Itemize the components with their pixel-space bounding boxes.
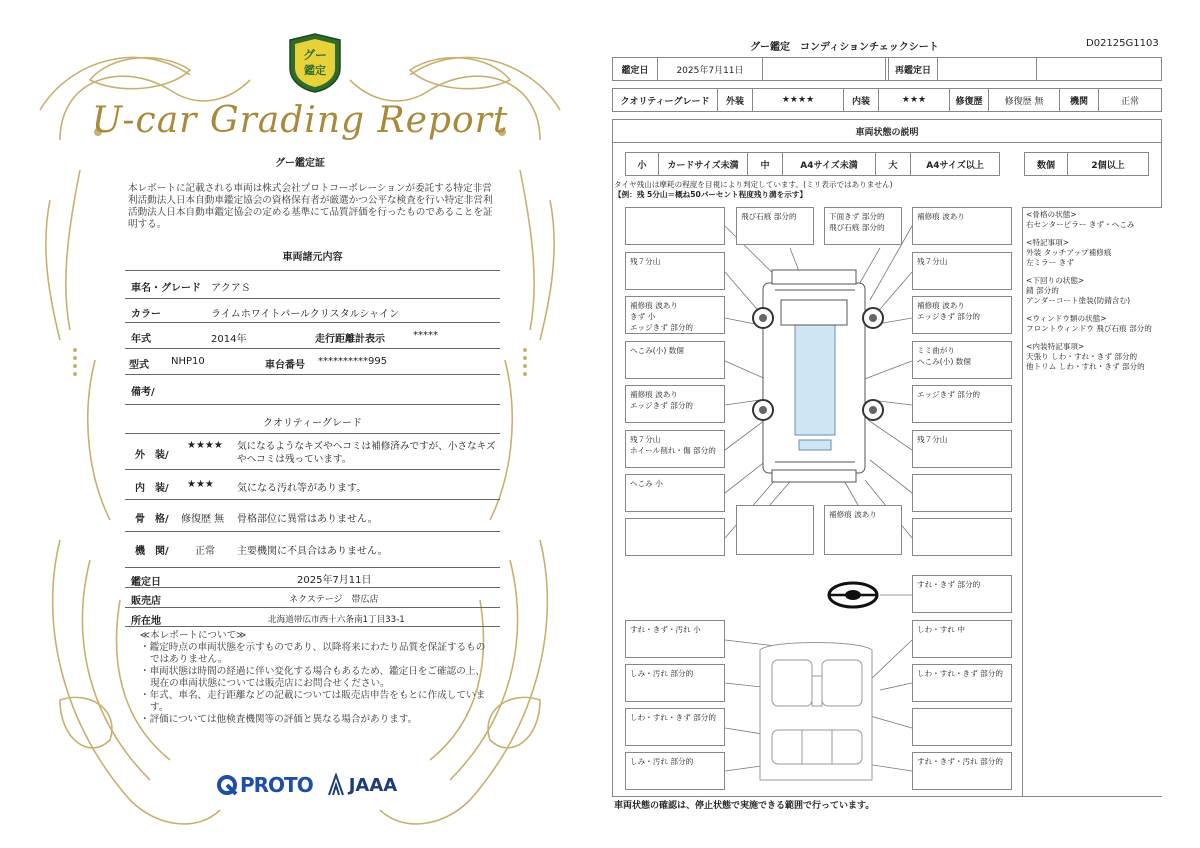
special-note: <特記事項> 外装 タッチアップ補修痕 左ミラー きず — [1026, 238, 1112, 267]
car-interior-icon — [760, 643, 872, 781]
notes-title: ≪本レポートについて≫ — [140, 630, 247, 641]
condition-check-sheet — [600, 0, 1200, 848]
size-medium-desc: A4サイズ未満 — [782, 152, 876, 176]
appraisal-date-label: 鑑定日 — [131, 577, 161, 588]
annotation-box: しみ・汚れ 部分的 — [625, 664, 725, 702]
appraisal-row-date — [125, 567, 500, 587]
spec-row-model — [125, 348, 500, 374]
appraisal-date-value: 2025年7月11日 — [297, 575, 372, 586]
size-large-desc: A4サイズ以上 — [910, 152, 1000, 176]
badge-line1: グー — [302, 48, 328, 62]
steering-wheel-icon — [829, 583, 877, 607]
quality-grade-label: クオリティーグレード — [612, 88, 718, 112]
quality-row-frame — [125, 499, 500, 531]
annotation-box: 飛び石痕 部分的 — [736, 207, 814, 245]
annotation-box: しみ・汚れ 部分的 — [625, 752, 725, 790]
repair-value: 修復歴 無 — [988, 88, 1060, 112]
dealer-value: ネクステージ 帯広店 — [289, 595, 379, 605]
goo-kantei-badge-icon — [286, 32, 344, 94]
annotation-box: 残７分山 — [912, 252, 1012, 290]
remarks-label: 備考/ — [131, 387, 155, 398]
badge-line2: 鑑定 — [304, 64, 326, 77]
spec-row-name — [125, 270, 500, 298]
annotation-box: 補修痕 波あり エッジきず 部分的 — [912, 296, 1012, 334]
model-value: NHP10 — [171, 356, 205, 367]
dealer-label: 販売店 — [131, 596, 161, 607]
exterior-label: 外 装/ — [135, 450, 169, 461]
report-notes — [140, 630, 490, 726]
sponsor-logos — [216, 770, 397, 800]
spec-divider — [125, 404, 500, 405]
annotation-box: 下面きず 部分的 飛び石痕 部分的 — [824, 207, 902, 245]
annotation-box: エッジきず 部分的 — [912, 385, 1012, 423]
engine-label: 機関 — [1059, 88, 1099, 112]
address-value: 北海道帯広市西十六条南1丁目33-1 — [268, 615, 405, 625]
special-note: <内装特記事項> 天張り しわ・すれ・きず 部分的 他トリム しわ・すれ・きず 部分的 — [1026, 342, 1145, 371]
count-value: 2個以上 — [1067, 152, 1149, 176]
sheet-code: D02125G1103 — [1086, 38, 1159, 49]
engine-value: 正常 — [195, 546, 215, 557]
annotation-box: 補修痕 波あり エッジきず 部分的 — [625, 385, 725, 423]
annotation-box: 補修痕 波あり — [912, 207, 1012, 245]
name-value: アクアＳ — [211, 283, 251, 294]
annotation-box: へこみ 小 — [625, 474, 725, 512]
jaaa-mark-icon — [327, 773, 345, 797]
interior-text: 気になる汚れ等があります。 — [237, 483, 367, 494]
date-value: 2025年7月11日 — [657, 57, 763, 81]
exterior-value: ★★★★ — [752, 88, 844, 112]
annotation-box: ミミ曲がり へこみ(小) 数個 — [912, 341, 1012, 379]
model-label: 型式 — [129, 360, 149, 371]
date-label: 鑑定日 — [612, 57, 658, 81]
appraisal-row-dealer — [125, 587, 500, 607]
interior-label: 内 装/ — [135, 483, 169, 494]
note-item: ・年式、車名、走行距離などの記載については販売店申告をもとに作成しています。 — [140, 690, 486, 713]
annotation-box: すれ・きず・汚れ 小 — [625, 620, 725, 658]
annotation-box: 残７分山 — [912, 430, 1012, 468]
exterior-stars: ★★★★ — [187, 440, 223, 451]
proto-mark-icon — [216, 774, 238, 796]
frame-value: 修復歴 無 — [181, 514, 225, 525]
annotation-box: しわ・すれ 中 — [912, 620, 1012, 658]
size-large: 大 — [875, 152, 911, 176]
report-title: U-car Grading Report — [91, 100, 509, 141]
count-label: 数個 — [1024, 152, 1068, 176]
mileage-value: ***** — [413, 330, 438, 341]
name-label: 車名・グレード — [131, 283, 201, 294]
special-note: <下回りの状態> 錆 部分的 アンダーコート塗装(防錆含む) — [1026, 276, 1131, 305]
quality-heading: クオリティーグレード — [263, 418, 362, 429]
spec-heading: 車両諸元内容 — [282, 252, 343, 263]
quality-row-exterior — [125, 433, 500, 469]
annotation-box: すれ・きず 部分的 — [912, 575, 1012, 613]
sheet-footer: 車両状態の確認は、停止状態で実施できる範囲で行っています。 — [614, 801, 875, 811]
quality-row-engine — [125, 531, 500, 563]
year-label: 年式 — [131, 334, 151, 345]
annotation-box: 補修痕 波あり きず 小 エッジきず 部分的 — [625, 296, 725, 334]
chassis-label: 車台番号 — [265, 360, 305, 371]
annotation-box: しわ・すれ・きず 部分的 — [625, 708, 725, 746]
annotation-box — [625, 518, 725, 556]
annotation-box — [625, 207, 725, 245]
interior-stars: ★★★ — [187, 479, 214, 490]
jaaa-logo — [327, 773, 398, 797]
annotation-box — [912, 474, 1012, 512]
exterior-label: 外装 — [717, 88, 753, 112]
spec-row-color — [125, 298, 500, 322]
chassis-value: **********995 — [318, 356, 388, 367]
note-item: ・車両状態は時間の経過に伴い変化する場合もあるため、鑑定日をご確認の上、現在の車両状態については販売店にお問合せください。 — [140, 666, 485, 689]
color-label: カラー — [131, 309, 161, 320]
annotation-box: へこみ(小) 数個 — [625, 341, 725, 379]
special-note: <骨格の状態> 右センターピラー きず・へこみ — [1026, 210, 1135, 229]
size-small: 小 — [625, 152, 659, 176]
interior-label: 内装 — [843, 88, 879, 112]
engine-value: 正常 — [1098, 88, 1162, 112]
size-small-desc: カードサイズ未満 — [658, 152, 748, 176]
condition-heading: 車両状態の説明 — [612, 119, 1162, 143]
tire-note-2: 【例：残 5分山＝概ね50パーセント程度残り溝を示す】 — [614, 190, 807, 199]
annotation-box: すれ・きず・汚れ 部分的 — [912, 752, 1012, 790]
certificate-title: グー鑑定証 — [275, 158, 325, 169]
address-label: 所在地 — [131, 616, 161, 627]
sheet-title: グー鑑定 コンディションチェックシート — [750, 42, 939, 53]
annotation-box — [912, 518, 1012, 556]
mileage-label: 走行距離計表示 — [315, 334, 385, 345]
repair-label: 修復歴 — [949, 88, 989, 112]
quality-row-interior — [125, 469, 500, 499]
car-exterior-icon — [753, 270, 883, 482]
frame-label: 骨 格/ — [135, 514, 169, 525]
engine-label: 機 関/ — [135, 546, 169, 557]
note-item: ・鑑定時点の車両状態を示すものであり、以降将来にわたり品質を保証するものではありません。 — [140, 642, 486, 665]
proto-logo-text: PROTO — [240, 773, 313, 797]
year-value: 2014年 — [211, 334, 247, 345]
engine-text: 主要機関に不具合はありません。 — [237, 546, 388, 557]
proto-logo — [216, 773, 313, 797]
annotation-box: 残７分山 ホイール削れ・傷 部分的 — [625, 430, 725, 468]
reappraisal-label: 再鑑定日 — [888, 57, 938, 81]
spec-row-year — [125, 322, 500, 348]
size-medium: 中 — [747, 152, 783, 176]
annotation-box: 残７分山 — [625, 252, 725, 290]
tire-note-1: タイヤ残山は摩耗の程度を目視により判定しています。(ミリ表示ではありません) — [614, 180, 893, 189]
annotation-box — [736, 505, 814, 555]
spec-row-remarks — [125, 374, 500, 404]
interior-value: ★★★ — [878, 88, 950, 112]
exterior-text: 気になるようなキズやヘコミは補修済みですが、小さなキズやヘコミは残っています。 — [237, 441, 496, 465]
appraisal-row-address — [125, 607, 500, 627]
jaaa-logo-text: JAAA — [348, 774, 398, 796]
color-value: ライムホワイトパールクリスタルシャイン — [211, 309, 400, 320]
annotation-box: 補修痕 波あり — [824, 505, 902, 555]
note-item: ・評価については他検査機関等の評価と異なる場合があります。 — [140, 714, 418, 725]
special-note: <ウィンドウ類の状態> フロントウィンドウ 飛び石痕 部分的 — [1026, 314, 1152, 333]
certificate-intro: 本レポートに記載される車両は株式会社プロトコーポレーションが委託する特定非営利活動法人日本自動車鑑定協会の資格保有者が厳選かつ公平な検査を行い特定非営利活動法人日本自動車鑑定協会の定める基準にて品質評価を行ったものであることを証明する。 — [128, 183, 493, 230]
annotation-box — [912, 708, 1012, 746]
frame-text: 骨格部位に異常はありません。 — [237, 514, 378, 525]
annotation-box: しわ・すれ・きず 部分的 — [912, 664, 1012, 702]
